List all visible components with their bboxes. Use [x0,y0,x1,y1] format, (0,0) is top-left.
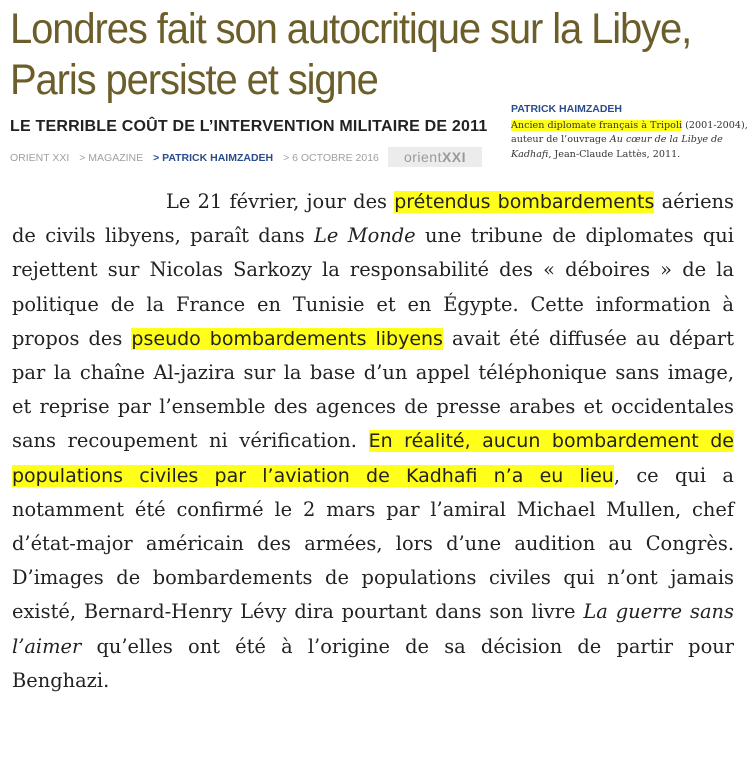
highlight-1: prétendus bombardements [394,191,655,213]
author-name[interactable]: PATRICK HAIMZADEH [511,103,623,115]
body-text-1: Le 21 février, jour des [166,190,395,213]
highlight-2: pseudo bombardements libyens [131,327,443,350]
logo-text-xxi: XXI [441,149,467,165]
author-bio [511,119,749,162]
body-text-4: avait été diffusée au départ par la chaîne Al-jazira sur la base d’un appel téléphonique sans image, et reprise par l’ensemble des agences de presse arabes et occidentales sans recoupement ni vérification. [12,326,734,453]
breadcrumb-site-link[interactable]: ORIENT XXI [10,152,70,164]
breadcrumb-date: > 6 OCTOBRE 2016 [283,152,379,164]
article-subtitle: LE TERRIBLE COÛT DE L’INTERVENTION MILITAIRE DE 2011 [10,118,488,135]
breadcrumb [10,152,386,164]
author-bio-text-2: , Jean-Claude Lattès, 2011. [548,148,681,160]
orientxxi-logo[interactable] [388,147,482,167]
article-paragraph [12,185,734,698]
book-title: La guerre sans l’aimer [12,600,734,658]
breadcrumb-author-link[interactable]: > PATRICK HAIMZADEH [153,152,274,164]
author-bio-highlight: Ancien diplomate français à Tripoli [511,120,683,132]
newspaper-name: Le Monde [314,224,416,248]
body-text-6: qu’elles ont été à l’origine de sa décision de partir pour Benghazi. [12,634,734,692]
author-book-title: Au cœur de la Libye de Kadhafi [511,134,723,160]
article-title: Londres fait son autocritique sur la Libye, Paris persiste et signe [10,5,692,104]
highlight-3: En réalité, aucun bombardement de populations civiles par l’aviation de Kadhafi n’a eu lieu [12,430,734,487]
logo-text-orient: orient [403,149,442,165]
body-text-2: aériens de civils libyens, paraît dans [12,190,734,248]
body-text-3: une tribune de diplomates qui rejettent sur Nicolas Sarkozy la responsabilité des « déboires » de la politique de la France en Tunisie et en Égypte. Cette information à propos des [12,224,734,350]
author-info-box [511,102,749,162]
breadcrumb-section-link[interactable]: > MAGAZINE [79,152,144,164]
author-bio-text-1: (2001-2004), auteur de l’ouvrage [511,120,748,146]
body-text-5: , ce qui a notamment été confirmé le 2 mars par l’amiral Michael Mullen, chef d’état-major américain des armées, lors d’une audition au Congrès. D’images de bombardements de populations civiles qui n’ont jamais existé, Bernard-Henry Lévy dira pourtant dans son livre [12,463,734,624]
